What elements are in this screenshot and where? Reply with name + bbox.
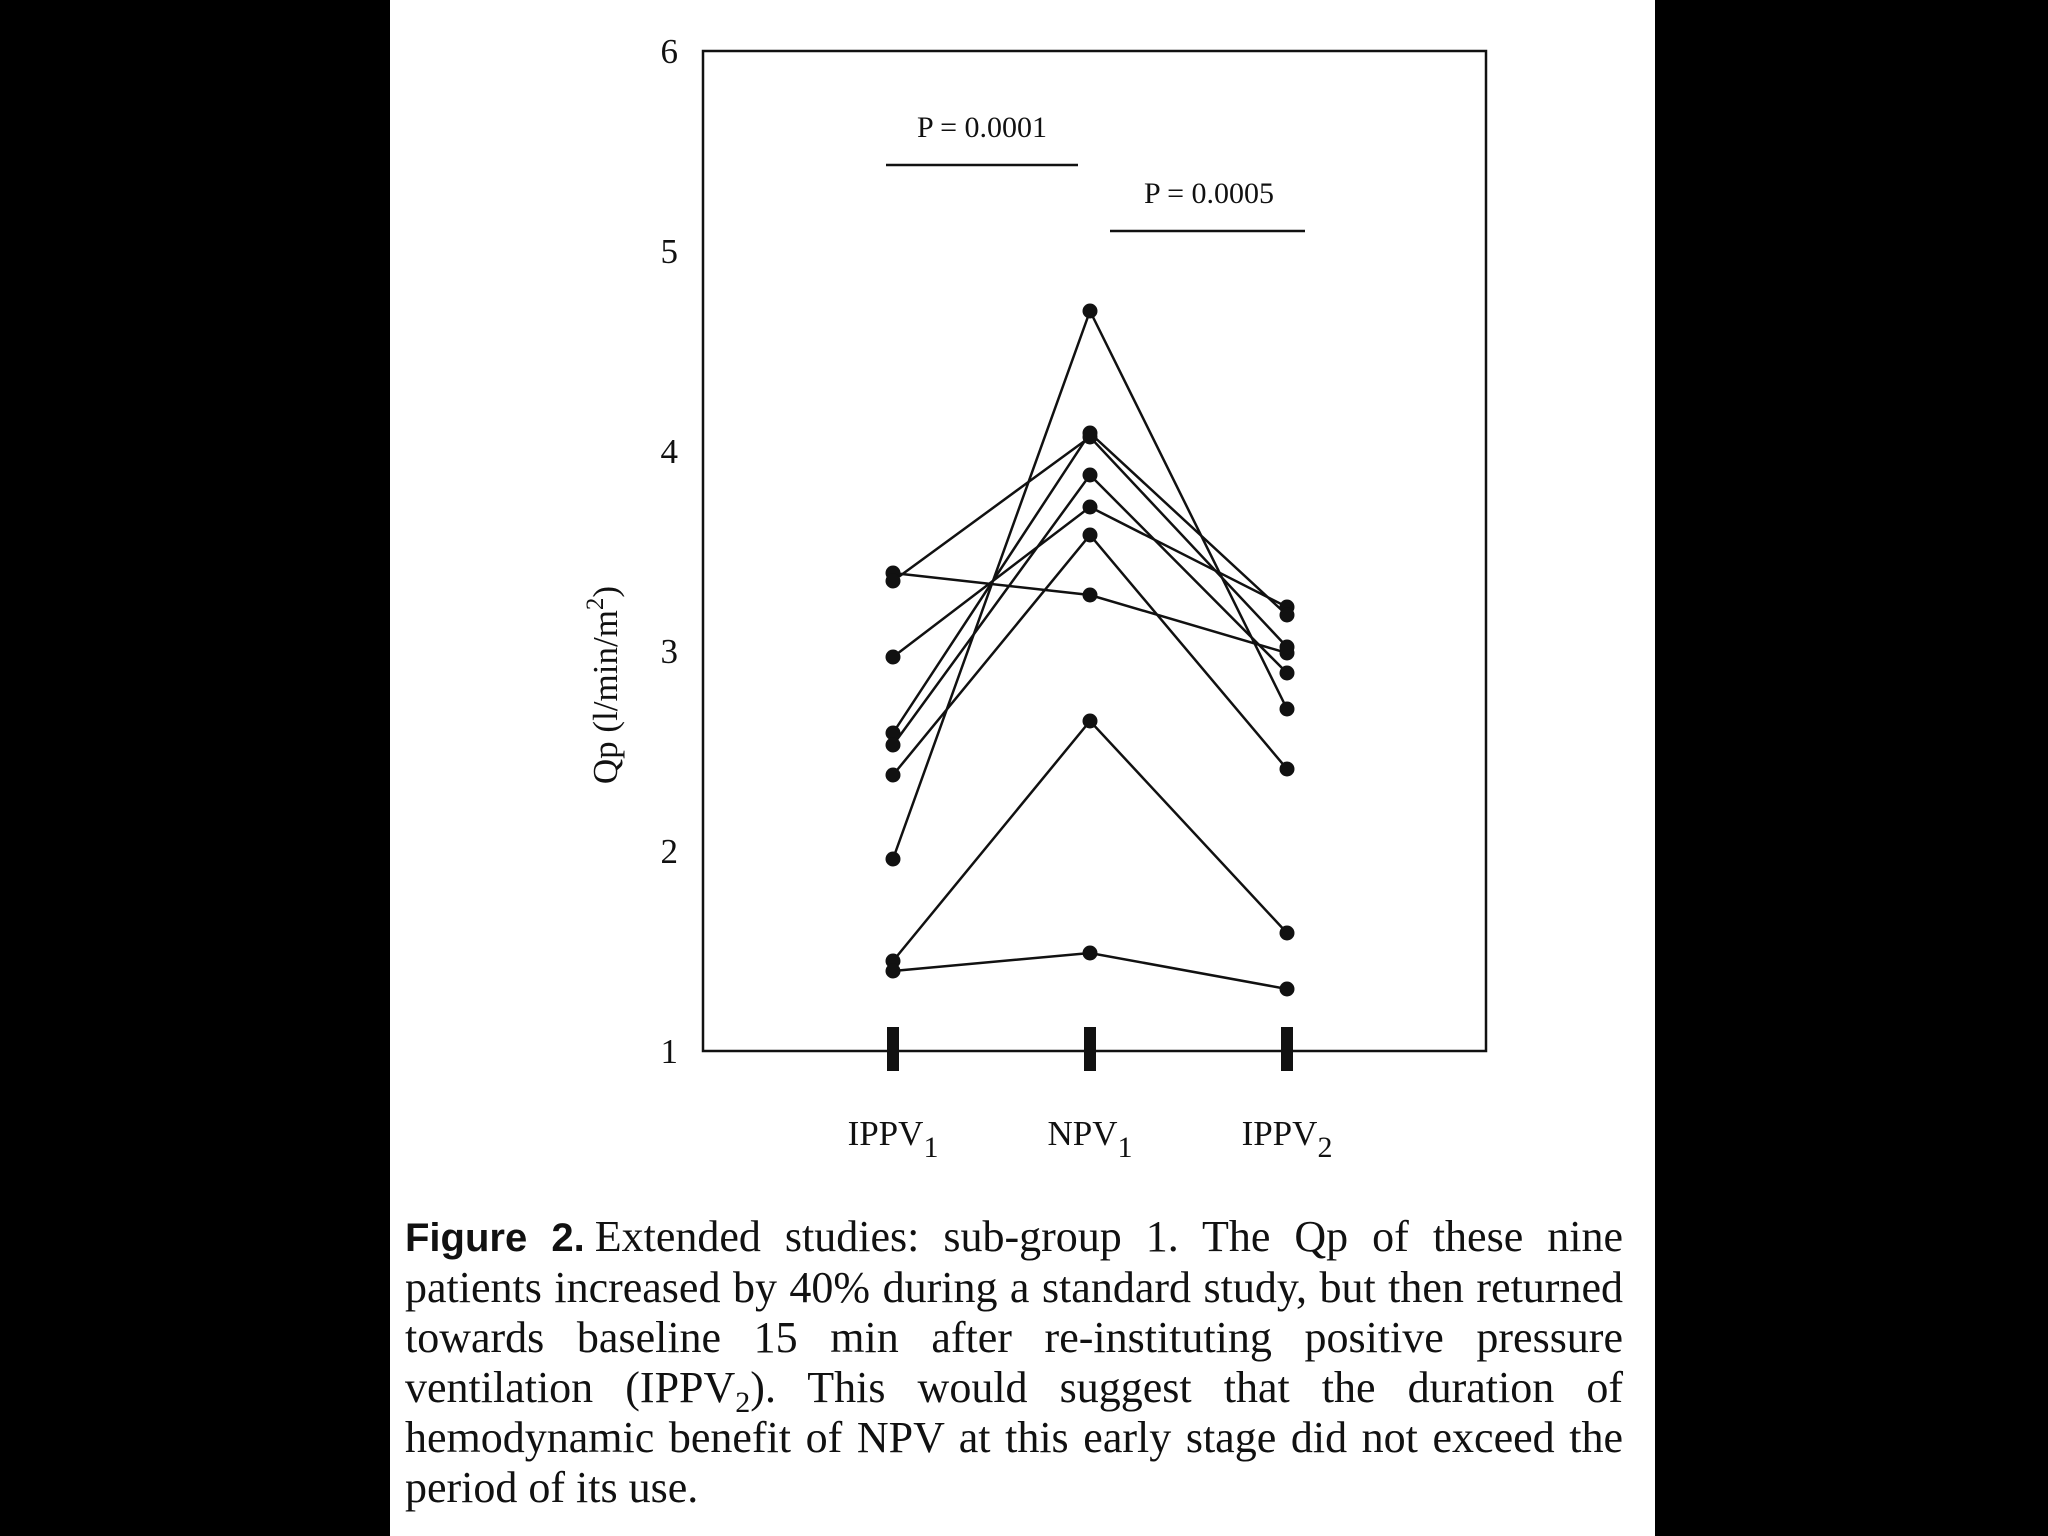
data-point	[1083, 714, 1098, 729]
data-point	[1280, 608, 1295, 623]
series-line	[893, 721, 1287, 961]
x-tick-mark	[887, 1027, 899, 1071]
data-point	[1280, 640, 1295, 655]
data-point	[1083, 304, 1098, 319]
y-tick-label: 3	[660, 632, 678, 671]
data-point	[1083, 588, 1098, 603]
y-tick-label: 6	[660, 32, 678, 71]
significance-annotations	[886, 111, 1305, 231]
x-tick-mark	[1084, 1027, 1096, 1071]
caption-subscript: 2	[735, 1385, 751, 1419]
data-point	[1280, 762, 1295, 777]
figure-page	[390, 0, 1655, 1536]
y-tick-label: 4	[660, 432, 678, 471]
caption-text: Extended studies: sub-group 1. The Qp of these nine patients increased by 40% during a standard study, but then returned towards baseline 15 min after re-instituting positive pressure ventilation (IPPV	[405, 1212, 1623, 1412]
y-tick-label: 1	[660, 1032, 678, 1071]
x-tick-labels	[848, 1114, 1333, 1164]
data-point	[886, 768, 901, 783]
data-point	[1280, 982, 1295, 997]
qp-line-chart	[390, 0, 1655, 1200]
y-tick-labels	[661, 32, 679, 1071]
plot-frame	[703, 51, 1486, 1051]
data-point	[886, 964, 901, 979]
data-point	[1083, 426, 1098, 441]
p-value-label: P = 0.0001	[917, 111, 1047, 144]
x-tick-mark	[1281, 1027, 1293, 1071]
data-point	[886, 650, 901, 665]
x-tick-label: IPPV2	[1241, 1114, 1333, 1164]
data-point	[886, 738, 901, 753]
figure-caption	[405, 1212, 1623, 1513]
series-lines	[893, 311, 1287, 989]
p-value-label: P = 0.0005	[1144, 177, 1274, 210]
x-tick-marks	[887, 1027, 1293, 1071]
data-point	[1083, 946, 1098, 961]
x-tick-label: NPV1	[1047, 1114, 1133, 1164]
data-point	[1083, 500, 1098, 515]
data-point	[886, 852, 901, 867]
data-point	[1280, 702, 1295, 717]
data-point	[1280, 666, 1295, 681]
y-tick-label: 2	[660, 832, 678, 871]
data-point	[1083, 468, 1098, 483]
y-axis-label: Qp $(l/\min/m^2)$	[582, 585, 625, 785]
series-line	[893, 535, 1287, 775]
data-point	[1083, 528, 1098, 543]
data-point	[1280, 926, 1295, 941]
caption-text-end: ). This would suggest that the duration of hemodynamic benefit of NPV at this early stage did not exceed the period of its use.	[405, 1363, 1623, 1512]
data-point	[886, 574, 901, 589]
x-tick-label: IPPV1	[847, 1114, 939, 1164]
y-tick-label: 5	[660, 232, 678, 271]
figure-label: Figure 2.	[405, 1216, 585, 1260]
